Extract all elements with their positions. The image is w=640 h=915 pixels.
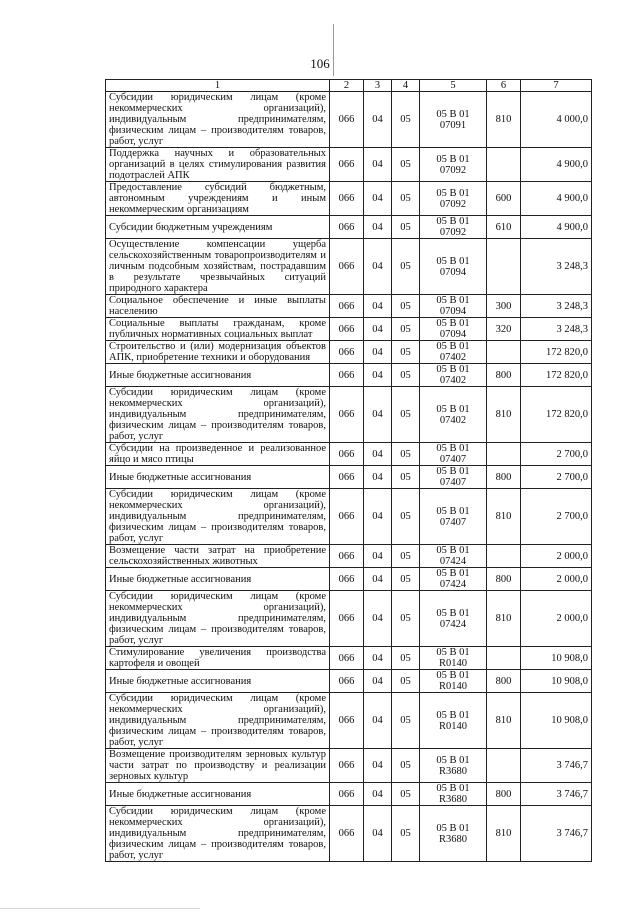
section-code-cell: 04	[364, 693, 392, 749]
section-code-cell: 04	[364, 341, 392, 364]
section-code-cell: 04	[364, 670, 392, 693]
item-name-cell: Иные бюджетные ассигнования	[106, 783, 330, 806]
expense-type-cell	[487, 545, 521, 568]
target-article-cell: 05 В 01 07402	[420, 341, 487, 364]
department-code-cell: 066	[330, 749, 364, 783]
subsection-code-cell: 05	[392, 182, 420, 216]
subsection-code-cell: 05	[392, 239, 420, 295]
department-code-cell: 066	[330, 489, 364, 545]
amount-cell: 3 248,3	[521, 318, 592, 341]
amount-cell: 10 908,0	[521, 670, 592, 693]
item-name-cell: Субсидии юридическим лицам (кроме некоммерческих организаций), индивидуальным предпринимателям, физическим лицам – производителям товаров, работ, услуг	[106, 806, 330, 862]
subsection-code-cell: 05	[392, 92, 420, 148]
department-code-cell: 066	[330, 466, 364, 489]
subsection-code-cell: 05	[392, 148, 420, 182]
department-code-cell: 066	[330, 591, 364, 647]
target-article-cell: 05 В 01 R0140	[420, 647, 487, 670]
table-row	[106, 239, 592, 295]
item-name-cell: Субсидии бюджетным учреждениям	[106, 216, 330, 239]
expense-type-cell: 810	[487, 92, 521, 148]
expense-type-cell	[487, 148, 521, 182]
department-code-cell: 066	[330, 318, 364, 341]
table-row	[106, 182, 592, 216]
column-header: 4	[392, 80, 420, 92]
item-name-cell: Возмещение части затрат на приобретение сельскохозяйственных животных	[106, 545, 330, 568]
target-article-cell: 05 В 01 R3680	[420, 783, 487, 806]
target-article-cell: 05 В 01 07402	[420, 387, 487, 443]
target-article-cell: 05 В 01 R0140	[420, 693, 487, 749]
expense-type-cell: 800	[487, 364, 521, 387]
section-code-cell: 04	[364, 466, 392, 489]
item-name-cell: Поддержка научных и образовательных организаций в целях стимулирования развития подотраслей АПК	[106, 148, 330, 182]
department-code-cell: 066	[330, 670, 364, 693]
column-header: 1	[106, 80, 330, 92]
amount-cell: 2 700,0	[521, 489, 592, 545]
table-row	[106, 92, 592, 148]
item-name-cell: Иные бюджетные ассигнования	[106, 466, 330, 489]
subsection-code-cell: 05	[392, 387, 420, 443]
amount-cell: 4 900,0	[521, 216, 592, 239]
subsection-code-cell: 05	[392, 806, 420, 862]
target-article-cell: 05 В 01 07094	[420, 318, 487, 341]
table-row	[106, 670, 592, 693]
section-code-cell: 04	[364, 148, 392, 182]
expense-type-cell	[487, 239, 521, 295]
department-code-cell: 066	[330, 341, 364, 364]
department-code-cell: 066	[330, 216, 364, 239]
item-name-cell: Возмещение производителям зерновых культур части затрат по производству и реализации зерновых культур	[106, 749, 330, 783]
table-row	[106, 318, 592, 341]
subsection-code-cell: 05	[392, 295, 420, 318]
table-row	[106, 806, 592, 862]
table-row	[106, 545, 592, 568]
amount-cell: 4 900,0	[521, 148, 592, 182]
expense-type-cell: 800	[487, 466, 521, 489]
subsection-code-cell: 05	[392, 341, 420, 364]
amount-cell: 10 908,0	[521, 693, 592, 749]
amount-cell: 172 820,0	[521, 341, 592, 364]
amount-cell: 2 700,0	[521, 466, 592, 489]
department-code-cell: 066	[330, 647, 364, 670]
department-code-cell: 066	[330, 545, 364, 568]
target-article-cell: 05 В 01 R3680	[420, 749, 487, 783]
target-article-cell: 05 В 01 07402	[420, 364, 487, 387]
column-header: 2	[330, 80, 364, 92]
table-row	[106, 387, 592, 443]
subsection-code-cell: 05	[392, 670, 420, 693]
amount-cell: 3 746,7	[521, 749, 592, 783]
item-name-cell: Иные бюджетные ассигнования	[106, 364, 330, 387]
section-code-cell: 04	[364, 783, 392, 806]
item-name-cell: Субсидии юридическим лицам (кроме некоммерческих организаций), индивидуальным предпринимателям, физическим лицам – производителям товаров, работ, услуг	[106, 693, 330, 749]
amount-cell: 10 908,0	[521, 647, 592, 670]
target-article-cell: 05 В 01 07094	[420, 239, 487, 295]
table-row	[106, 489, 592, 545]
department-code-cell: 066	[330, 364, 364, 387]
section-code-cell: 04	[364, 568, 392, 591]
table-row	[106, 216, 592, 239]
subsection-code-cell: 05	[392, 749, 420, 783]
section-code-cell: 04	[364, 489, 392, 545]
target-article-cell: 05 В 01 R0140	[420, 670, 487, 693]
expense-type-cell: 800	[487, 670, 521, 693]
amount-cell: 172 820,0	[521, 364, 592, 387]
table-row	[106, 466, 592, 489]
department-code-cell: 066	[330, 693, 364, 749]
column-header: 6	[487, 80, 521, 92]
table-row	[106, 443, 592, 466]
item-name-cell: Социальное обеспечение и иные выплаты населению	[106, 295, 330, 318]
table-row	[106, 148, 592, 182]
subsection-code-cell: 05	[392, 783, 420, 806]
item-name-cell: Осуществление компенсации ущерба сельскохозяйственным товаропроизводителям и личным подсобным хозяйствам, пострадавшим в результате чрезвычайных ситуаций природного характера	[106, 239, 330, 295]
subsection-code-cell: 05	[392, 568, 420, 591]
amount-cell: 3 746,7	[521, 783, 592, 806]
table-row	[106, 693, 592, 749]
expense-type-cell: 810	[487, 489, 521, 545]
scan-edge-mark	[0, 908, 200, 909]
target-article-cell: 05 В 01 07424	[420, 591, 487, 647]
table-header-row	[106, 80, 592, 92]
section-code-cell: 04	[364, 545, 392, 568]
department-code-cell: 066	[330, 148, 364, 182]
target-article-cell: 05 В 01 07424	[420, 545, 487, 568]
department-code-cell: 066	[330, 568, 364, 591]
amount-cell: 172 820,0	[521, 387, 592, 443]
section-code-cell: 04	[364, 647, 392, 670]
item-name-cell: Стимулирование увеличения производства картофеля и овощей	[106, 647, 330, 670]
section-code-cell: 04	[364, 443, 392, 466]
target-article-cell: 05 В 01 07407	[420, 489, 487, 545]
table-row	[106, 364, 592, 387]
item-name-cell: Иные бюджетные ассигнования	[106, 568, 330, 591]
expense-type-cell: 800	[487, 783, 521, 806]
amount-cell: 2 000,0	[521, 545, 592, 568]
section-code-cell: 04	[364, 749, 392, 783]
expense-type-cell	[487, 749, 521, 783]
section-code-cell: 04	[364, 92, 392, 148]
item-name-cell: Субсидии юридическим лицам (кроме некоммерческих организаций), индивидуальным предпринимателям, физическим лицам – производителям товаров, работ, услуг	[106, 591, 330, 647]
expense-type-cell: 800	[487, 568, 521, 591]
section-code-cell: 04	[364, 239, 392, 295]
subsection-code-cell: 05	[392, 443, 420, 466]
amount-cell: 2 000,0	[521, 568, 592, 591]
department-code-cell: 066	[330, 387, 364, 443]
subsection-code-cell: 05	[392, 693, 420, 749]
table-row	[106, 647, 592, 670]
target-article-cell: 05 В 01 07424	[420, 568, 487, 591]
column-header: 5	[420, 80, 487, 92]
target-article-cell: 05 В 01 07092	[420, 148, 487, 182]
expense-type-cell	[487, 341, 521, 364]
amount-cell: 4 900,0	[521, 182, 592, 216]
section-code-cell: 04	[364, 318, 392, 341]
target-article-cell: 05 В 01 07091	[420, 92, 487, 148]
amount-cell: 3 248,3	[521, 239, 592, 295]
expense-type-cell: 610	[487, 216, 521, 239]
amount-cell: 3 746,7	[521, 806, 592, 862]
section-code-cell: 04	[364, 806, 392, 862]
section-code-cell: 04	[364, 364, 392, 387]
expense-type-cell	[487, 647, 521, 670]
item-name-cell: Предоставление субсидий бюджетным, автономным учреждениям и иным некоммерческим организациям	[106, 182, 330, 216]
department-code-cell: 066	[330, 806, 364, 862]
item-name-cell: Строительство и (или) модернизация объектов АПК, приобретение техники и оборудования	[106, 341, 330, 364]
amount-cell: 3 248,3	[521, 295, 592, 318]
section-code-cell: 04	[364, 591, 392, 647]
item-name-cell: Иные бюджетные ассигнования	[106, 670, 330, 693]
expense-type-cell: 810	[487, 387, 521, 443]
subsection-code-cell: 05	[392, 647, 420, 670]
table-row	[106, 341, 592, 364]
expense-type-cell: 810	[487, 806, 521, 862]
section-code-cell: 04	[364, 295, 392, 318]
item-name-cell: Субсидии юридическим лицам (кроме некоммерческих организаций), индивидуальным предпринимателям, физическим лицам – производителям товаров, работ, услуг	[106, 387, 330, 443]
subsection-code-cell: 05	[392, 489, 420, 545]
amount-cell: 4 000,0	[521, 92, 592, 148]
expense-type-cell: 600	[487, 182, 521, 216]
table-row	[106, 591, 592, 647]
subsection-code-cell: 05	[392, 545, 420, 568]
target-article-cell: 05 В 01 07407	[420, 466, 487, 489]
target-article-cell: 05 В 01 07094	[420, 295, 487, 318]
table-row	[106, 783, 592, 806]
subsection-code-cell: 05	[392, 364, 420, 387]
subsection-code-cell: 05	[392, 591, 420, 647]
amount-cell: 2 000,0	[521, 591, 592, 647]
column-header: 7	[521, 80, 592, 92]
section-code-cell: 04	[364, 182, 392, 216]
budget-table	[105, 79, 592, 862]
page-number: 106	[310, 56, 330, 71]
table-row	[106, 568, 592, 591]
item-name-cell: Субсидии на произведенное и реализованное яйцо и мясо птицы	[106, 443, 330, 466]
target-article-cell: 05 В 01 07092	[420, 216, 487, 239]
department-code-cell: 066	[330, 239, 364, 295]
expense-type-cell: 810	[487, 591, 521, 647]
item-name-cell: Социальные выплаты гражданам, кроме публичных нормативных социальных выплат	[106, 318, 330, 341]
section-code-cell: 04	[364, 387, 392, 443]
department-code-cell: 066	[330, 443, 364, 466]
department-code-cell: 066	[330, 182, 364, 216]
item-name-cell: Субсидии юридическим лицам (кроме некоммерческих организаций), индивидуальным предпринимателям, физическим лицам – производителям товаров, работ, услуг	[106, 489, 330, 545]
section-code-cell: 04	[364, 216, 392, 239]
expense-type-cell	[487, 443, 521, 466]
department-code-cell: 066	[330, 783, 364, 806]
department-code-cell: 066	[330, 92, 364, 148]
table-row	[106, 295, 592, 318]
expense-type-cell: 300	[487, 295, 521, 318]
table-row	[106, 749, 592, 783]
amount-cell: 2 700,0	[521, 443, 592, 466]
target-article-cell: 05 В 01 07407	[420, 443, 487, 466]
subsection-code-cell: 05	[392, 318, 420, 341]
expense-type-cell: 810	[487, 693, 521, 749]
department-code-cell: 066	[330, 295, 364, 318]
table-body	[106, 92, 592, 862]
target-article-cell: 05 В 01 R3680	[420, 806, 487, 862]
target-article-cell: 05 В 01 07092	[420, 182, 487, 216]
expense-type-cell: 320	[487, 318, 521, 341]
subsection-code-cell: 05	[392, 216, 420, 239]
column-header: 3	[364, 80, 392, 92]
subsection-code-cell: 05	[392, 466, 420, 489]
item-name-cell: Субсидии юридическим лицам (кроме некоммерческих организаций), индивидуальным предпринимателям, физическим лицам – производителям товаров, работ, услуг	[106, 92, 330, 148]
